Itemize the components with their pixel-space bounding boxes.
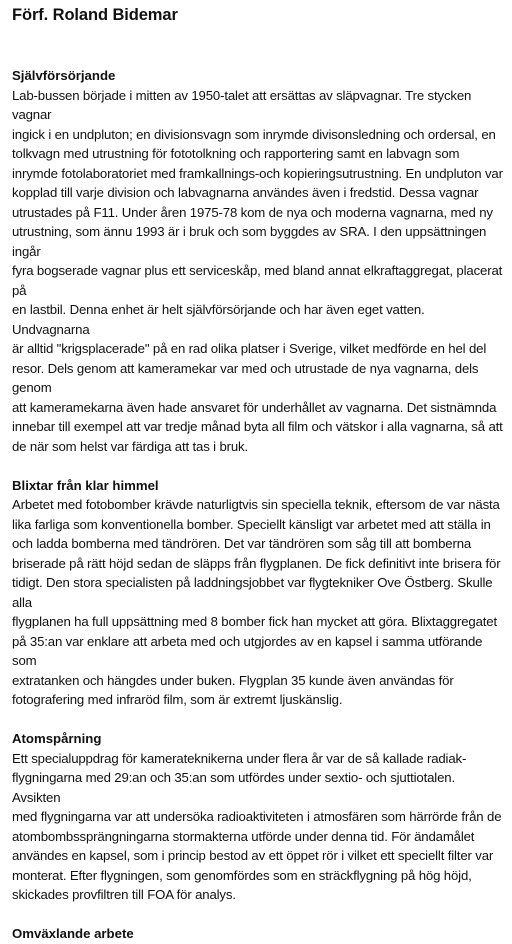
section-heading: Atomspårning xyxy=(12,731,102,746)
paragraph-gap xyxy=(12,710,504,730)
section-atomsparning xyxy=(12,729,504,905)
section-heading: Blixtar från klar himmel xyxy=(12,477,159,493)
section-blixtar xyxy=(12,476,504,710)
section-sjalvforsorjande xyxy=(12,66,504,456)
section-heading: Självförsörjande xyxy=(12,68,116,83)
section-heading: Omväxlande arbete xyxy=(12,926,134,941)
section-body: Arbetet med fotobomber krävde naturligtvis sin speciella teknik, eftersom de var nästa lika farliga som konventionella bomber. Speciellt känsligt var arbetet med att ställa in och ladda bomberna med tändrören. Det var tändrören som såg till att bomberna briserade på rätt höjd sedan de släpps från flygplanen. De fick definitivt inte brisera för tidigt. Den stora specialisten på laddningsjobbet var flygtekniker Ove Östberg. Skulle alla flygplanen ha full uppsättning med 8 bomber fick han mycket att göra. Blixtaggregatet på 35:an var enklare att arbeta med och utgjordes av en kapsel i samma utförande som extratanken och hängdes under buken. Flygplan 35 kunde även användas för fotografering med infraröd film, som är extremt ljuskänslig. xyxy=(12,497,501,707)
author-line: Förf. Roland Bidemar xyxy=(12,6,178,24)
section-body: Lab-bussen började i mitten av 1950-talet att ersättas av släpvagnar. Tre stycken vagnar ingick i en undpluton; en divisionsvagn som inrymde divisonsledning och ordersal, en tolkvagn med utrustning för fototolkning och rapportering samt en labvagn som inrymde fotolaboratoriet med framkallnings-och kopieringsutrustning. En undpluton var kopplad till varje division och labvagnarna användes även i fredstid. Dessa vagnar utrustades på F11. Under åren 1975-78 kom de nya och moderna vagnarna, med ny utrustning, som ännu 1993 är i bruk och som byggdes av SRA. I den uppsättningen ingår fyra bogserade vagnar plus ett serviceskåp, med bland annat elkraftaggregat, placerat på en lastbil. Denna enhet är helt självförsörjande och har även eget vatten. Undvagnarna är alltid "krigsplacerade" på en rad olika platser i Sverige, vilket medförde en hel del resor. Dels genom att kameramekar var med och utrustade de nya vagnarna, dels genom att kameramekarna även hade ansvaret för underhållet av vagnarna. Det sistnämnda innebar till exempel att var tredje månad byta all film och vätskor i alla vagnarna, så att de när som helst var färdiga att tas i bruk. xyxy=(12,87,503,454)
section-omvaxlande xyxy=(12,924,504,944)
section-body: Ett specialuppdrag för kamerateknikerna under flera år var de så kallade radiak- flygningarna med 29:an och 35:an som utfördes under sextio- och sjuttiotalen. Avsikten med flygningarna var att undersöka radioaktiviteten i atmosfären som härrörde från de atombombssprängningarna stormakterna utförde under denna tid. För ändamålet användes en kapsel, som i princip bestod av ett öppet rör i vilket ett speciellt filter var monterat. Efter flygningen, som genomfördes som en sträckflygning på hög höjd, skickades provfiltren till FOA för analys. xyxy=(12,750,502,902)
paragraph-gap xyxy=(12,456,504,476)
paragraph-gap xyxy=(12,905,504,925)
